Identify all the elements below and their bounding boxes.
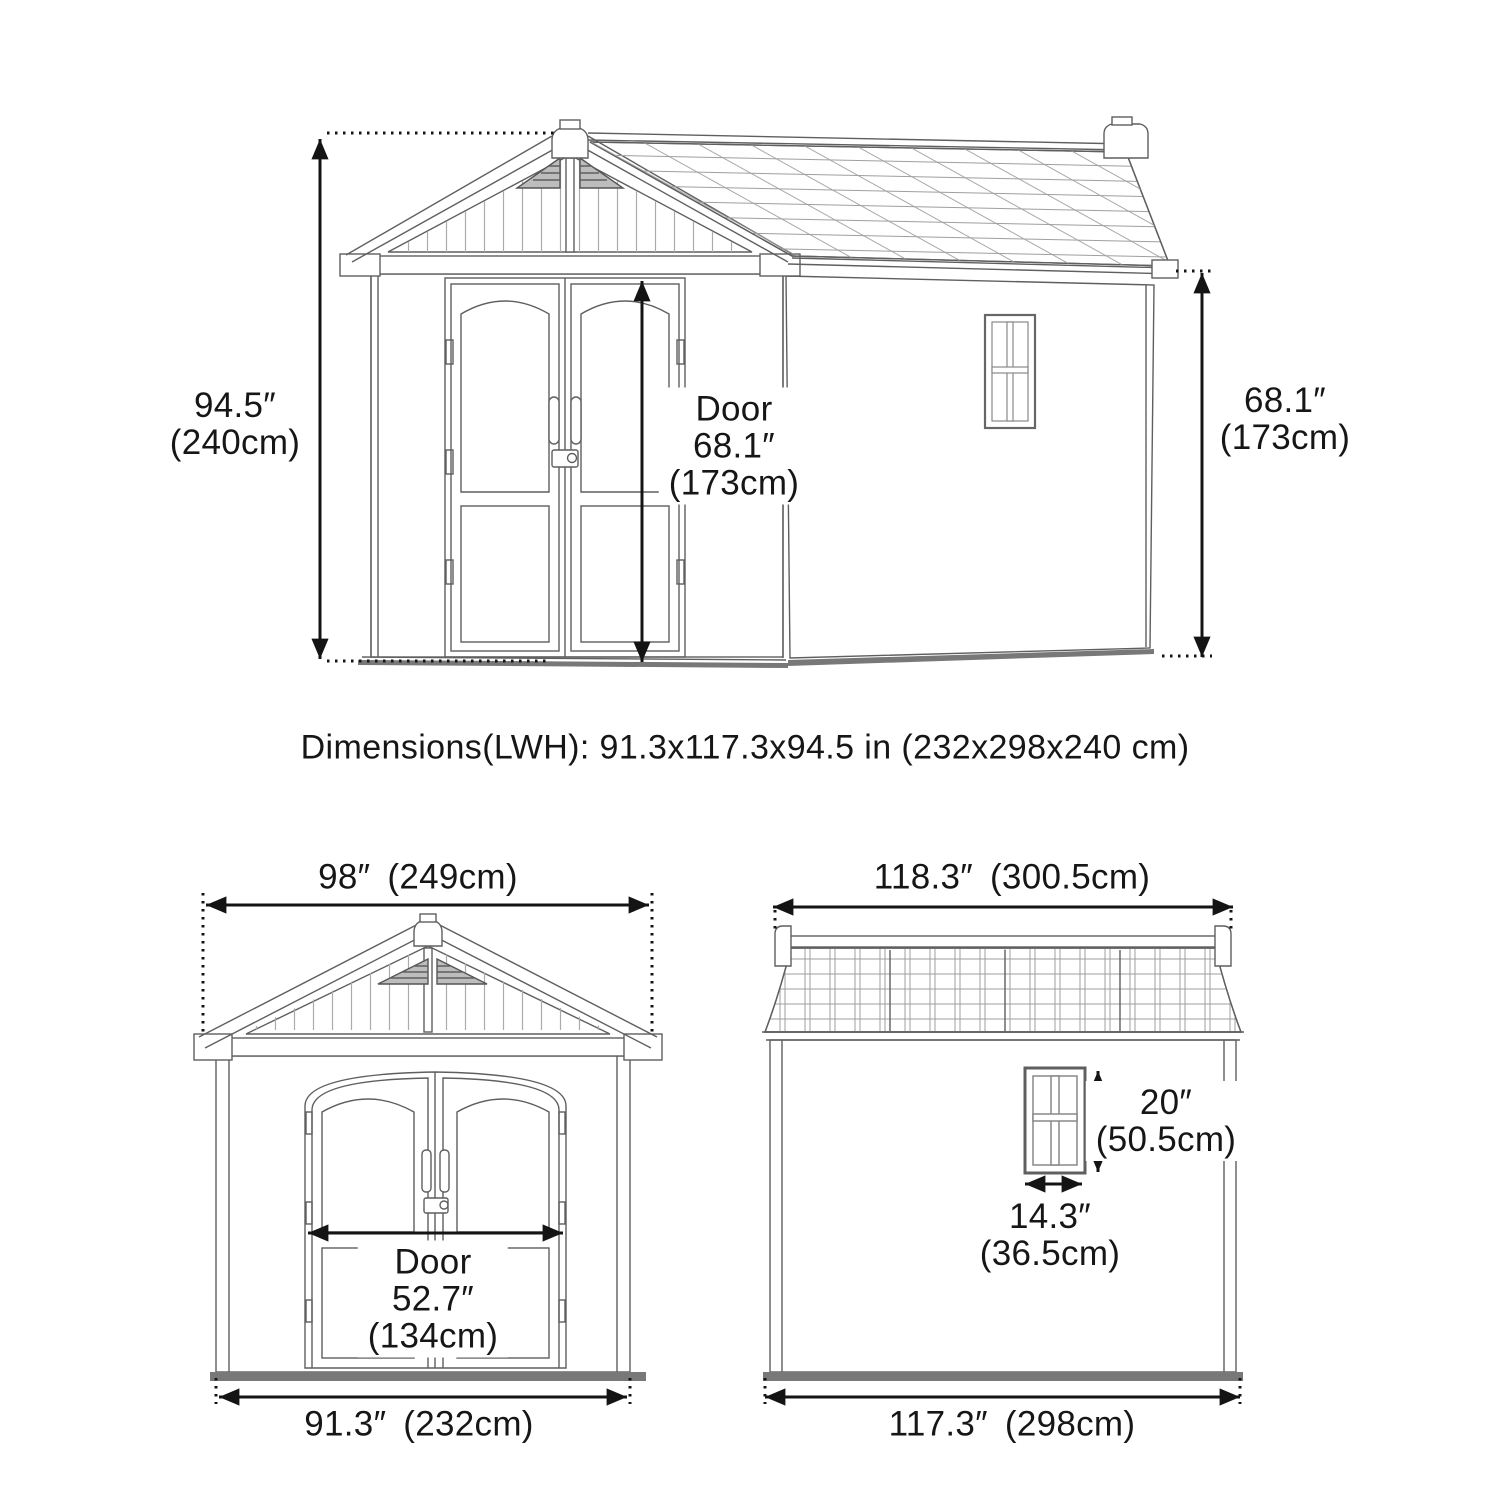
overall-dimensions-text: Dimensions(LWH): 91.3x117.3x94.5 in (232x298x240 cm) [300, 728, 1190, 767]
apex-cap [552, 120, 588, 158]
side-window-height-label [1086, 1081, 1247, 1161]
front-view-eave [194, 1034, 662, 1060]
side-window-width-label [970, 1195, 1131, 1275]
window-width-cm: (36.5cm) [979, 1234, 1121, 1273]
eave-height-dimension [1162, 271, 1212, 657]
overall-height-inches: 94.5″ [193, 386, 276, 425]
eave-height-cm: (173cm) [1219, 418, 1351, 457]
front-door-cm: (134cm) [367, 1316, 499, 1356]
overall-height-cm: (240cm) [169, 423, 301, 462]
roof-slope [588, 117, 1178, 278]
front-door-width-label [358, 1241, 508, 1358]
perspective-overall-height-label [170, 387, 300, 461]
front-door-inches: 52.7″ [391, 1279, 474, 1319]
window-height-inches: 20″ [1139, 1083, 1193, 1122]
window-height-cm: (50.5cm) [1095, 1120, 1237, 1159]
front-door-title: Door [394, 1242, 472, 1282]
front-base-width-label: 91.3″ (232cm) [304, 1404, 534, 1444]
side-base-length-dimension [765, 1378, 1240, 1404]
door-height-inches: 68.1″ [692, 426, 775, 466]
eave-height-inches: 68.1″ [1243, 381, 1326, 420]
side-roof-length-label: 118.3″ (300.5cm) [873, 857, 1151, 897]
gable-vent-right [580, 158, 623, 188]
side-roof-length-dimension [773, 907, 1233, 934]
side-ridge-cap-left [775, 926, 791, 966]
door-height-cm: (173cm) [668, 463, 800, 503]
front-apex-cap [414, 914, 442, 946]
side-view-window [1025, 1068, 1085, 1173]
side-window [985, 315, 1035, 428]
side-base-length-label: 117.3″ (298cm) [888, 1404, 1136, 1444]
front-view-gable [246, 946, 610, 1034]
door-height-title: Door [695, 389, 773, 429]
front-eave [340, 254, 800, 276]
side-wall [786, 276, 1154, 666]
side-ridge-cap-right [1215, 926, 1231, 966]
perspective-door-height-label [659, 388, 809, 505]
side-view-roof [762, 926, 1244, 1040]
gable-vent-left [517, 158, 560, 188]
window-width-inches: 14.3″ [1008, 1197, 1091, 1236]
double-door [445, 278, 685, 657]
front-roof-width-label: 98″ (249cm) [318, 857, 518, 897]
front-base-width-dimension [216, 1378, 630, 1404]
perspective-eave-height-label [1220, 382, 1350, 456]
